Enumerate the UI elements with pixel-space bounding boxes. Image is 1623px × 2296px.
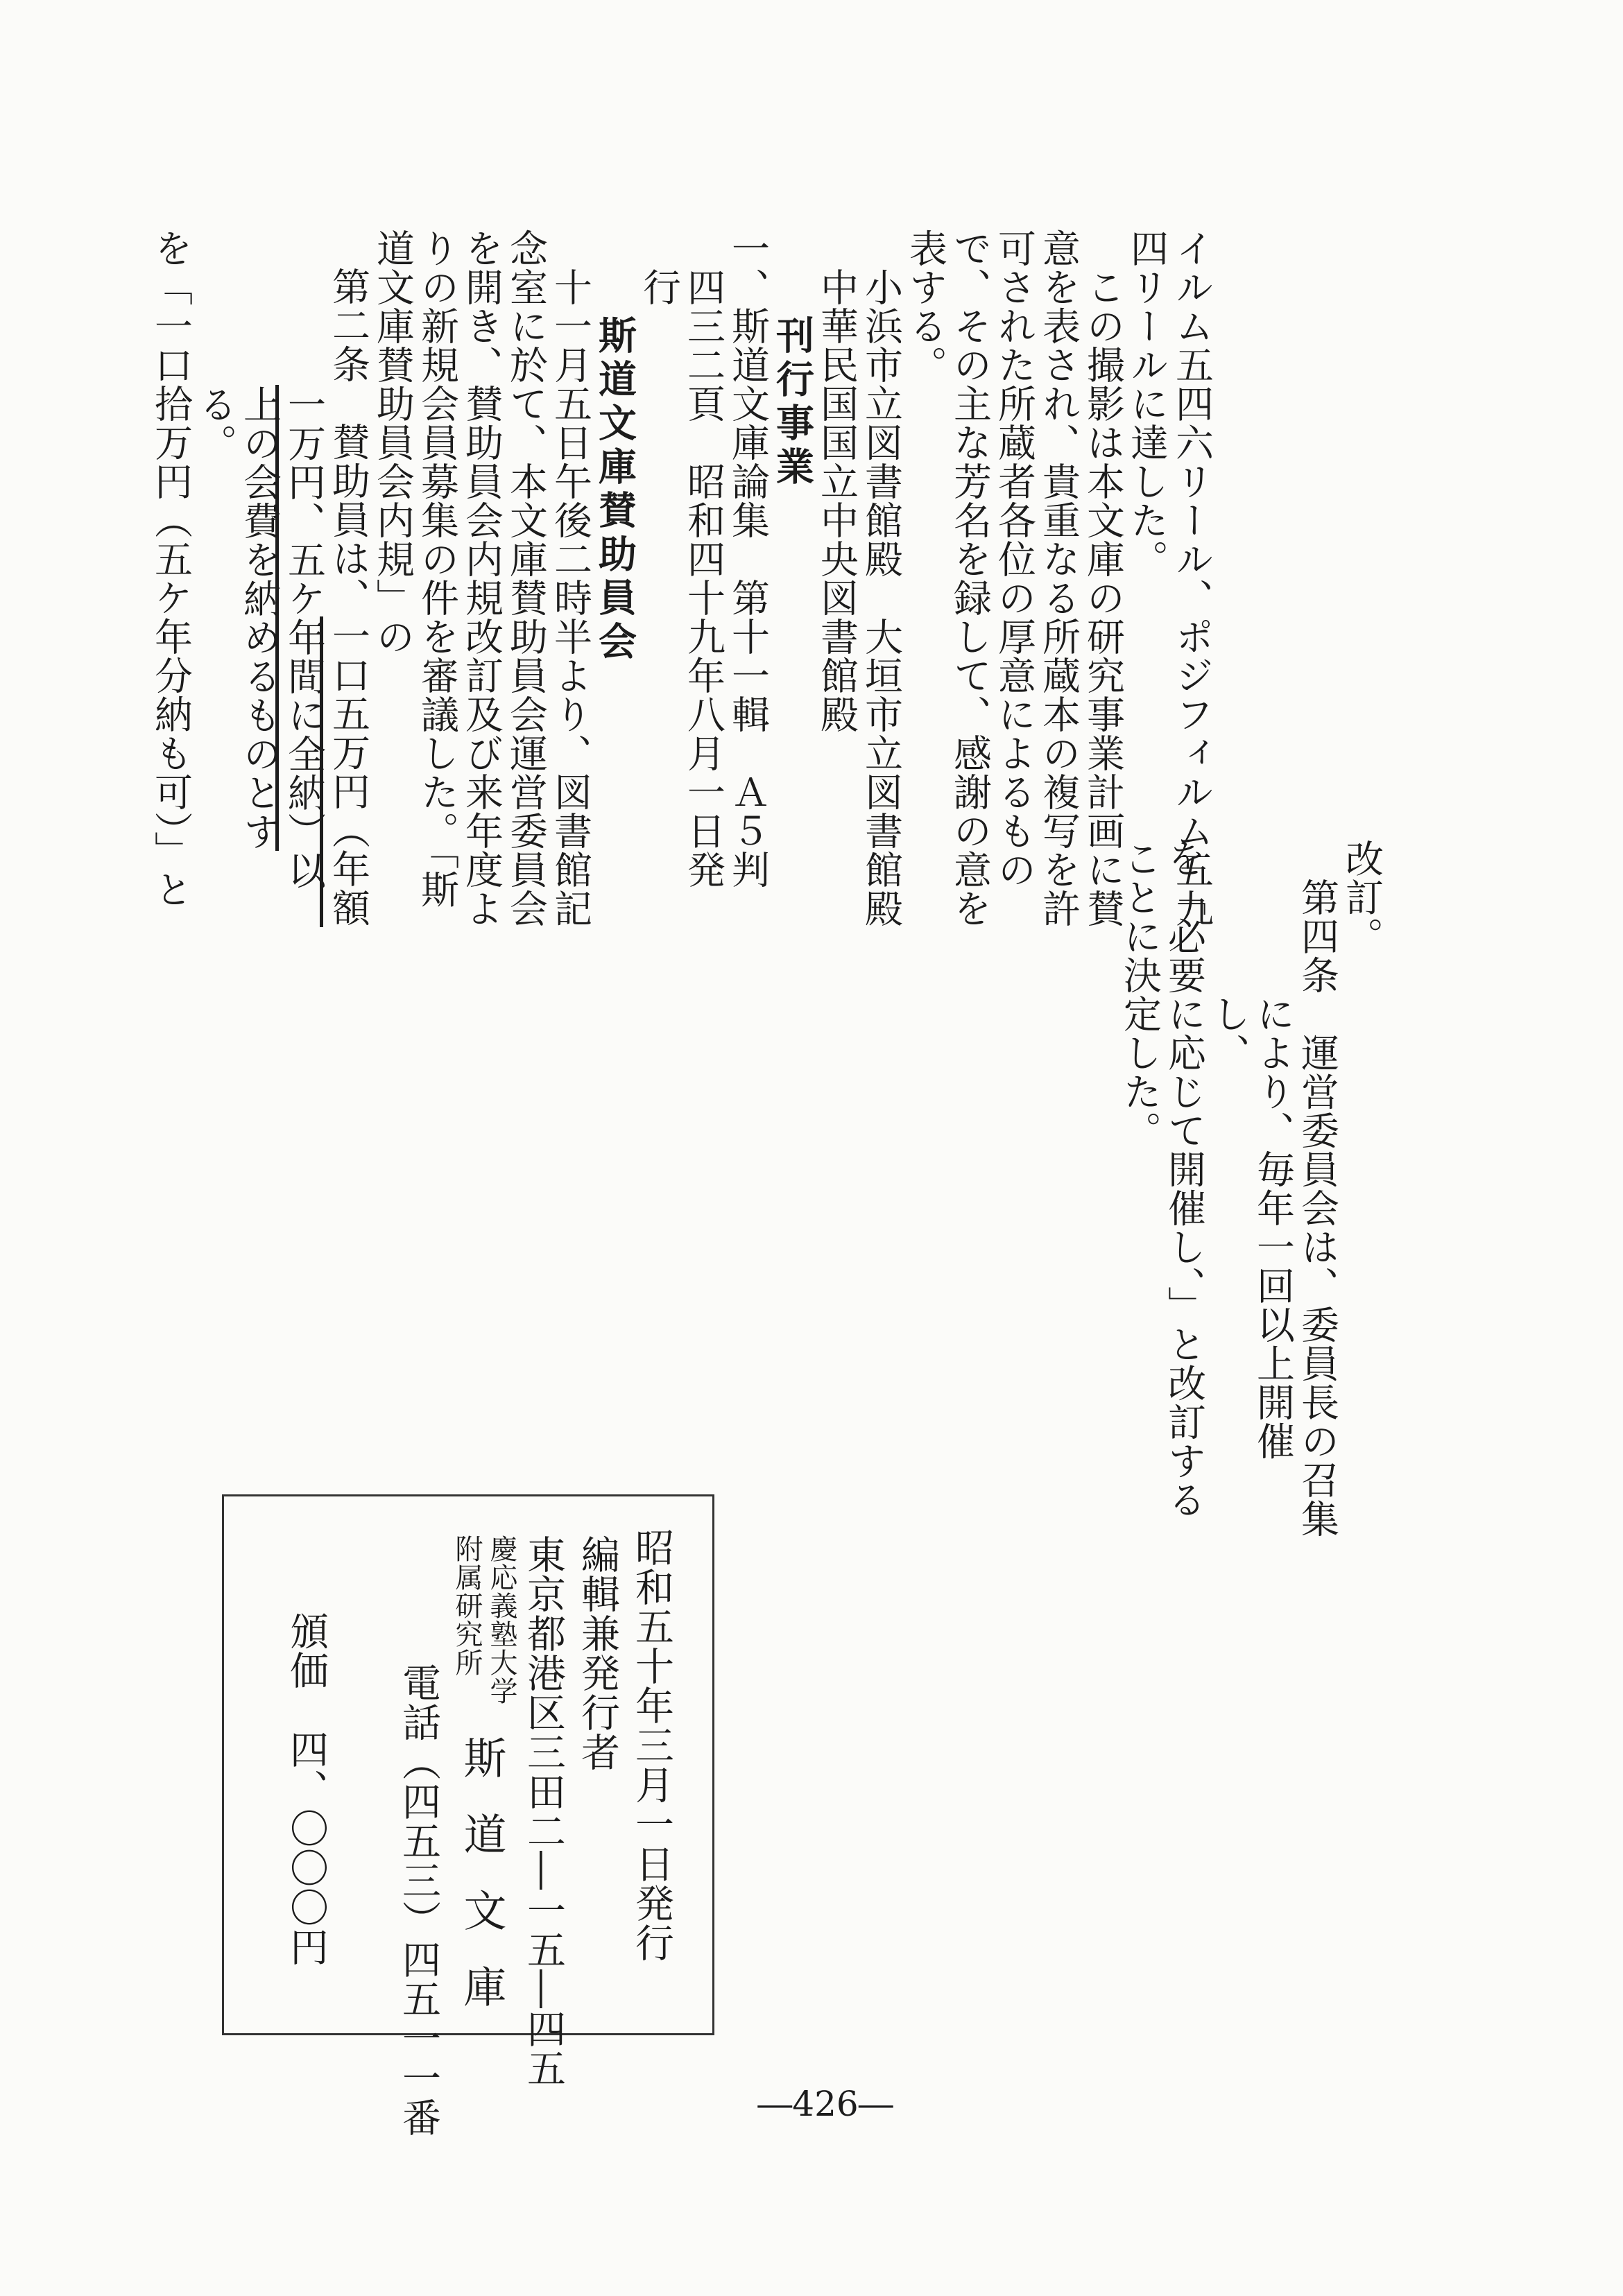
text-line: 道文庫賛助員会内規」の bbox=[370, 229, 415, 656]
org-line-2: 附属研究所 bbox=[451, 1535, 483, 1677]
colophon-box bbox=[222, 1494, 714, 2137]
text-line: 表する。 bbox=[903, 229, 947, 384]
text-line: を「一口拾万円（五ケ年分納も可）」と bbox=[148, 229, 193, 909]
org-line-1: 慶応義塾大学 bbox=[486, 1535, 517, 1705]
article-2-head: 第二条 賛助員は、 bbox=[326, 267, 370, 616]
text-line: で、その主な芳名を録して、感謝の意を bbox=[947, 229, 992, 928]
text-line: 四三二頁 昭和四十九年八月一日発 bbox=[681, 229, 725, 889]
amended-text: 一万円、五ケ年間に全納） bbox=[282, 385, 326, 851]
text-line: 中華民国国立中央図書館殿 bbox=[814, 229, 859, 734]
section-heading-publication: 刊行事業 bbox=[770, 316, 814, 490]
article-2-line bbox=[326, 267, 370, 927]
text-line: 改訂。 bbox=[1339, 839, 1384, 956]
text-line: 十一月五日午後二時半より、図書館記 bbox=[548, 229, 592, 928]
text-line: ことに決定した。 bbox=[1117, 839, 1162, 1150]
text-line: 四リールに達した。 bbox=[1124, 229, 1169, 578]
text-line: し、 bbox=[1206, 839, 1251, 1072]
text-line: を「必要に応じて開催し、」と改訂する bbox=[1162, 839, 1206, 1519]
text-line: 第四条 運営委員会は、委員長の召集 bbox=[1295, 839, 1339, 1538]
phone: 電話（四五三）四五一一番 bbox=[396, 1663, 441, 2137]
text-line: イルム五四六リール、ポジフィルム五九 bbox=[1169, 229, 1214, 928]
text-span: 以 bbox=[282, 851, 326, 890]
section-heading-support: 斯道文庫賛助員会 bbox=[592, 316, 637, 665]
text-line: りの新規会員募集の件を審議した。「斯 bbox=[415, 229, 459, 909]
text-line: を開き、賛助員会内規改訂及び来年度よ bbox=[459, 229, 504, 928]
price: 頒価 四、〇〇〇円 bbox=[284, 1611, 329, 1967]
publication-date: 昭和五十年三月一日発行 bbox=[629, 1528, 674, 1962]
editor-publisher-label: 編輯兼発行者 bbox=[575, 1535, 620, 1772]
article-2-line: る。 bbox=[193, 385, 237, 463]
text-line: この撮影は本文庫の研究事業計画に賛 bbox=[1081, 229, 1125, 928]
page-number: ―426― bbox=[757, 2084, 893, 2124]
text-line: 行 bbox=[637, 229, 681, 307]
text-line: 小浜市立図書館殿 大垣市立図書館殿 bbox=[859, 229, 903, 928]
text-line: 意を表され、貴重なる所蔵本の複写を許 bbox=[1036, 229, 1081, 928]
article-2-line: 上の会費を納めるものとす bbox=[237, 385, 282, 851]
text-line: 一、斯道文庫論集 第十一輯 Ａ５判 bbox=[725, 229, 770, 889]
text-line: 可された所蔵者各位の厚意によるもの bbox=[992, 229, 1036, 889]
text-line: により、毎年一回以上開催 bbox=[1251, 839, 1295, 1460]
text-line: 念室に於て、本文庫賛助員会運営委員会 bbox=[504, 229, 548, 928]
publisher-name: 斯道文庫 bbox=[456, 1736, 507, 2041]
amended-text: 一口五万円（年額 bbox=[326, 616, 370, 927]
article-2-line bbox=[282, 385, 326, 890]
address: 東京都港区三田二―一五―四五 bbox=[521, 1535, 566, 2088]
